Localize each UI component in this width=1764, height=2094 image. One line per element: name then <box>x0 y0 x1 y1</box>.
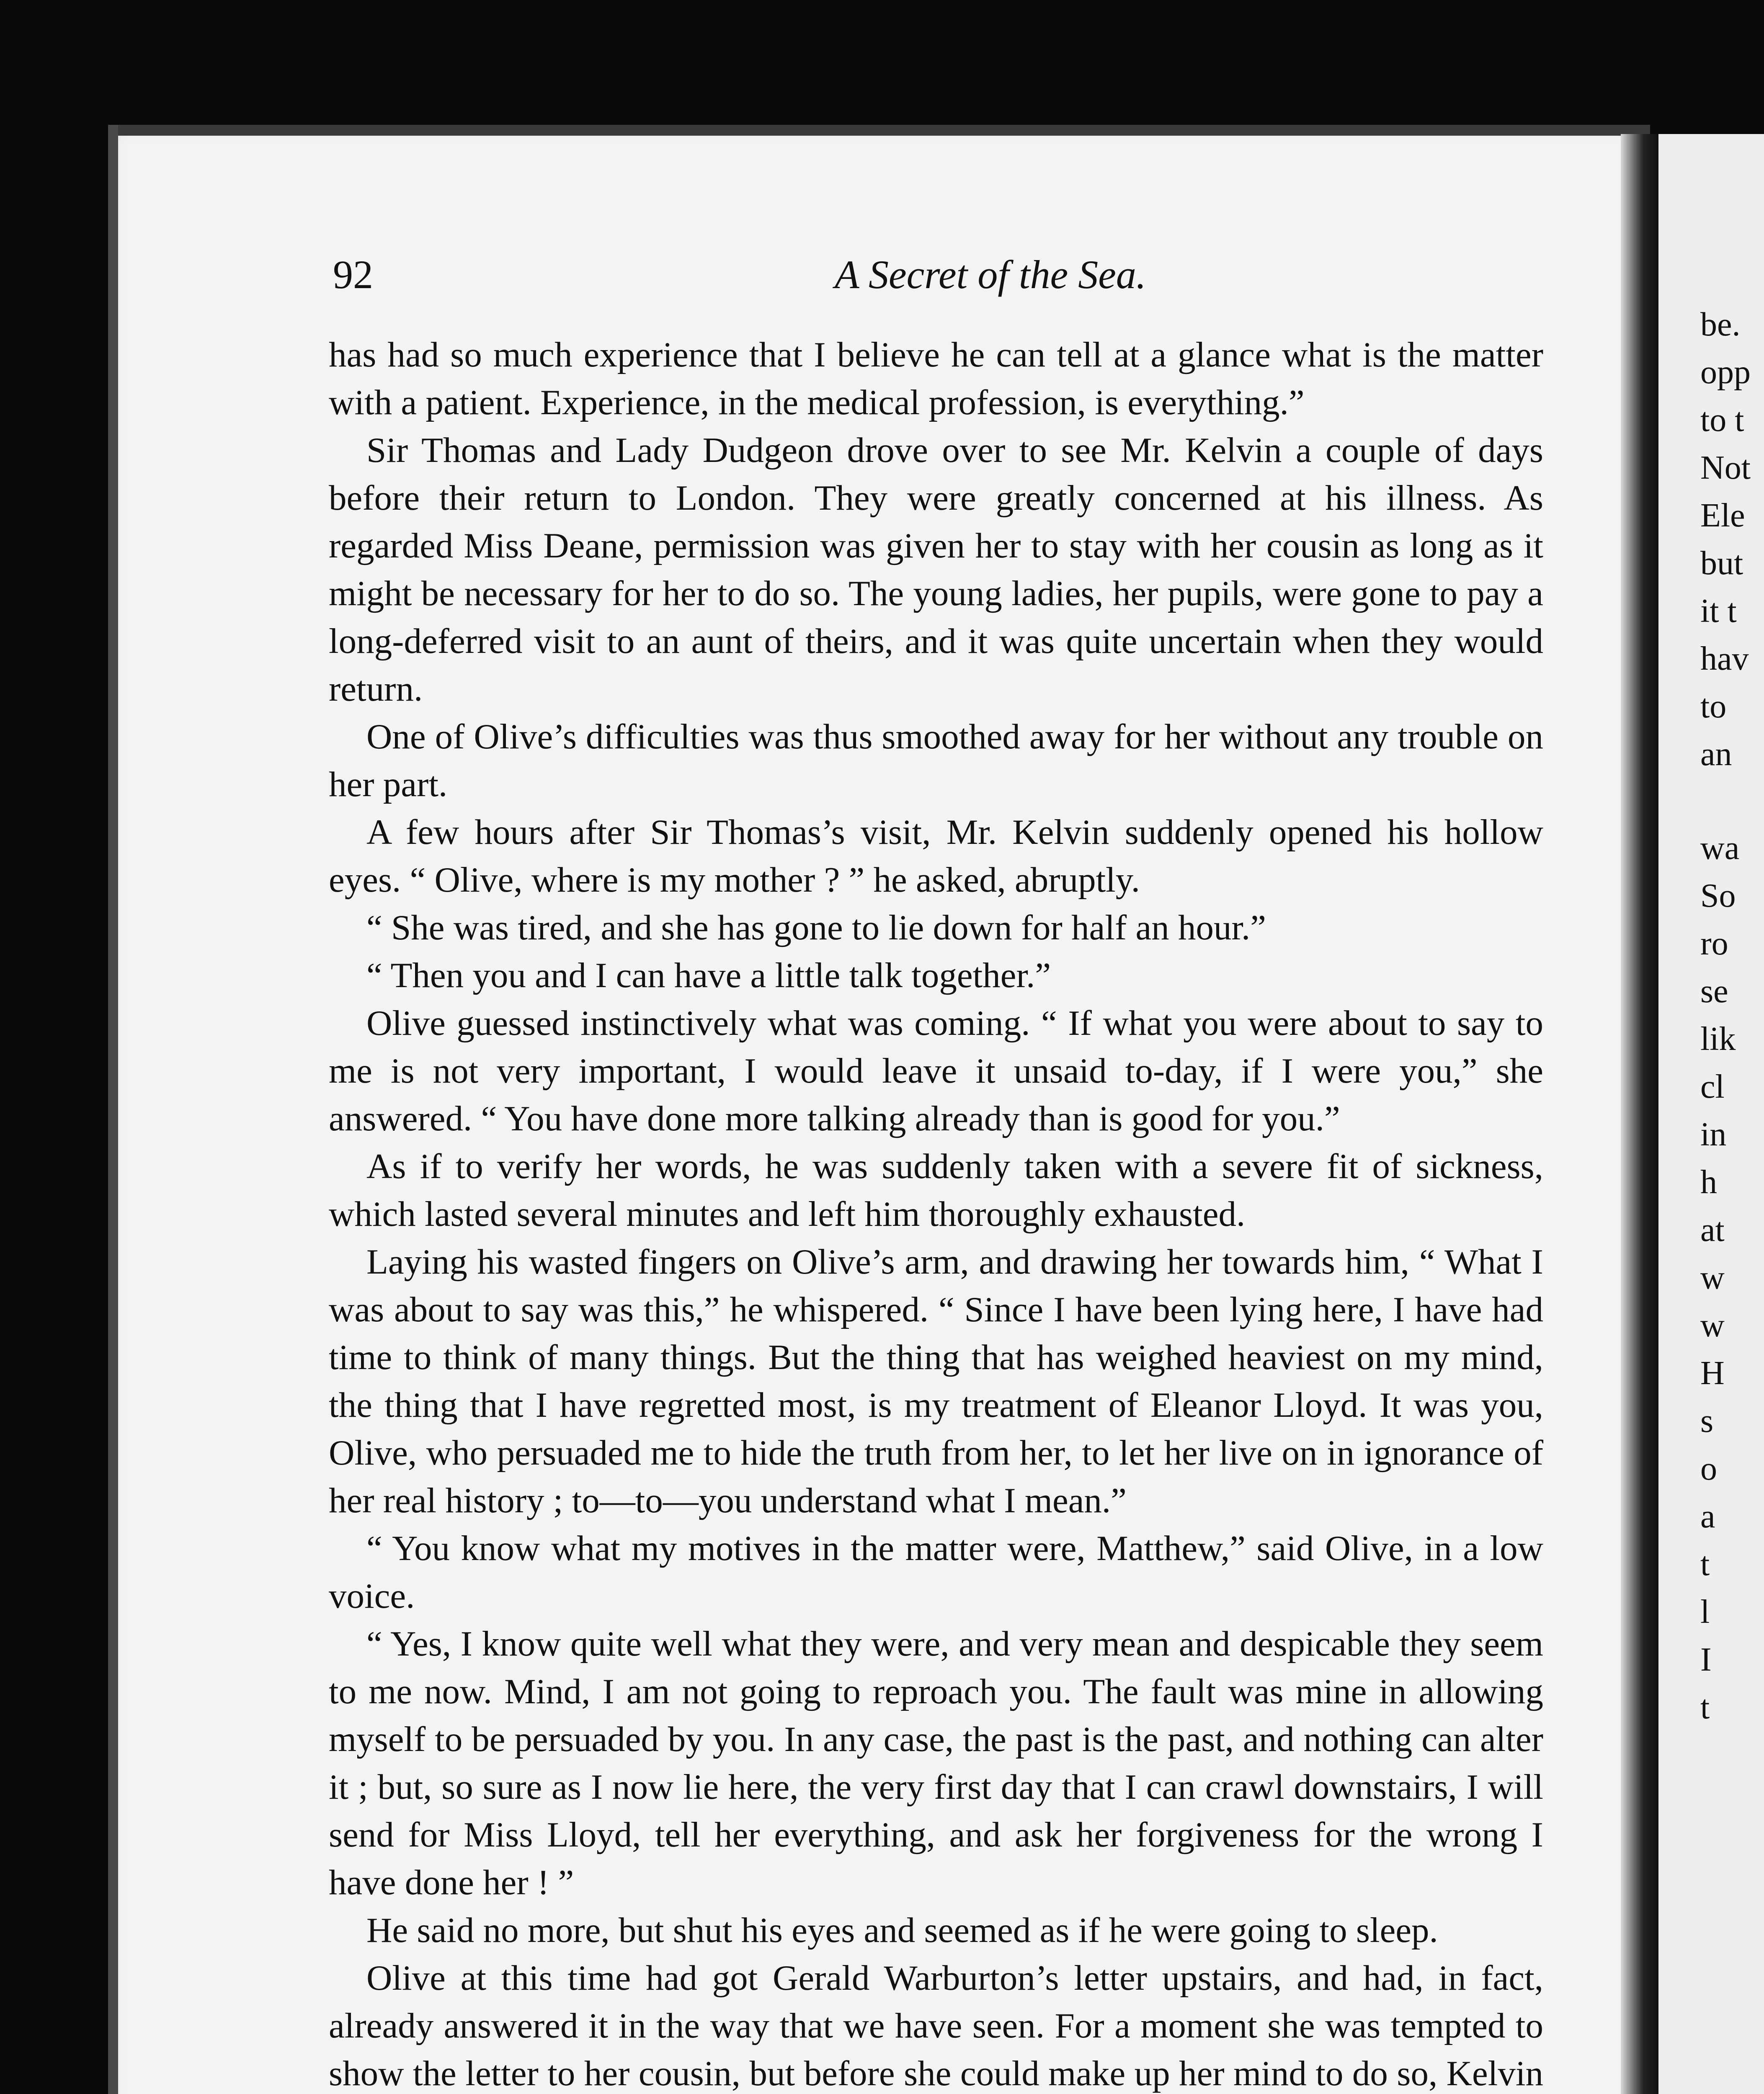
page-edge-left <box>108 125 118 2094</box>
page-header <box>333 251 1547 310</box>
adjacent-page-fragment: l <box>1700 1594 1710 1630</box>
adjacent-page-fragment: be. <box>1700 306 1741 343</box>
adjacent-page-fragment: w <box>1700 1259 1725 1296</box>
paragraph: Olive at this time had got Gerald Warburton’s letter upstairs, and had, in fact, already answered it in the way that we have seen. For a moment she was tempted to show the letter to her cousin, but before she could make up her mind to do so, Kelvin <box>329 1958 1543 2093</box>
paragraph: Laying his wasted fingers on Olive’s arm, and drawing her towards him, “ What I was about to say was this,” he whispered. “ Since I have been lying here, I have had time to think of many things. But the thing that has weighed heaviest on my mind, the thing that I have regretted most, is my treatment of Eleanor Lloyd. It was you, Olive, who persuaded me to hide the truth from her, to let her live on in ignorance of her real history ; to—to—you understand what I mean.” <box>329 1242 1543 1520</box>
paragraph: He said no more, but shut his eyes and seemed as if he were going to sleep. <box>366 1911 1438 1950</box>
adjacent-page-fragment: se <box>1700 973 1728 1010</box>
paragraph: “ You know what my motives in the matter were, Matthew,” said Olive, in a low voice. <box>329 1529 1543 1616</box>
running-title: A Secret of the Sea. <box>835 252 1146 297</box>
adjacent-page-fragment: lik <box>1700 1021 1736 1057</box>
adjacent-page-fragment: w <box>1700 1307 1725 1344</box>
paragraph: “ Yes, I know quite well what they were, and very mean and despicable they seem to me now. Mind, I am not going to reproach you. The fault was mine in allowing myself to be persuaded by you. In any case, the past is the past, and nothing can alter it ; but, so sure as I now lie here, the very first day that I can crawl downstairs, I will send for Miss Lloyd, tell her everything, and ask her forgiveness for the wrong I have done her ! ” <box>329 1624 1543 1902</box>
adjacent-page-fragment: o <box>1700 1450 1717 1487</box>
adjacent-page-fragment: Not <box>1700 449 1751 486</box>
adjacent-page-fragment: H <box>1700 1355 1725 1392</box>
paragraph: A few hours after Sir Thomas’s visit, Mr. Kelvin suddenly opened his hollow eyes. “ Olive, where is my mother ? ” he asked, abruptly. <box>329 812 1543 900</box>
adjacent-page-fragment: at <box>1700 1212 1725 1248</box>
paragraph: Sir Thomas and Lady Dudgeon drove over to see Mr. Kelvin a couple of days before their return to London. They were greatly concerned at his illness. As regarded Miss Deane, permission was given her to stay with her cousin as long as it might be necessary for her to do so. The young ladies, her pupils, were gone to pay a long-deferred visit to an aunt of theirs, and it was quite uncertain when they would return. <box>329 431 1543 709</box>
adjacent-page-fragment: but <box>1700 545 1743 582</box>
paragraph: “ She was tired, and she has gone to lie down for half an hour.” <box>366 908 1266 947</box>
adjacent-page-fragment: ro <box>1700 925 1728 962</box>
adjacent-page-fragment: I <box>1700 1641 1712 1678</box>
adjacent-page-fragment: h <box>1700 1164 1717 1201</box>
adjacent-page-fragment: t <box>1700 1546 1710 1583</box>
adjacent-page-fragment: to <box>1700 688 1727 725</box>
adjacent-page-fragment: hav <box>1700 640 1749 677</box>
paragraph: As if to verify her words, he was suddenly taken with a severe fit of sickness, which lasted several minutes and left him thoroughly exhausted. <box>329 1147 1543 1234</box>
body-text <box>329 331 1543 2094</box>
paragraph: has had so much experience that I believe he can tell at a glance what is the matter with a patient. Experience, in the medical profession, is everything.” <box>329 335 1543 422</box>
adjacent-page-fragment: to t <box>1700 402 1744 438</box>
adjacent-page-fragment: in <box>1700 1116 1727 1153</box>
adjacent-page-fragment: wa <box>1700 830 1740 866</box>
adjacent-page-fragment: t <box>1700 1689 1710 1726</box>
book-gutter <box>1621 134 1658 2094</box>
adjacent-page-fragment: opp <box>1700 354 1751 391</box>
paragraph: “ Then you and I can have a little talk together.” <box>366 956 1051 995</box>
adjacent-page-fragment: cl <box>1700 1068 1725 1105</box>
page-edge-top <box>108 125 1650 136</box>
paragraph: One of Olive’s difficulties was thus smoothed away for her without any trouble on her part. <box>329 717 1543 804</box>
adjacent-page <box>1658 134 1764 2094</box>
adjacent-page-fragment: s <box>1700 1403 1714 1439</box>
adjacent-page-fragment: So <box>1700 877 1736 914</box>
paragraph: Olive guessed instinctively what was coming. “ If what you were about to say to me is not very important, I would leave it unsaid to-day, if I were you,” she answered. “ You have done more talking already than is good for you.” <box>329 1003 1543 1138</box>
page-number: 92 <box>333 252 373 297</box>
adjacent-page-fragment: an <box>1700 736 1732 773</box>
adjacent-page-fragment: Ele <box>1700 497 1745 534</box>
adjacent-page-fragment: a <box>1700 1498 1715 1535</box>
adjacent-page-fragment: it t <box>1700 593 1737 629</box>
